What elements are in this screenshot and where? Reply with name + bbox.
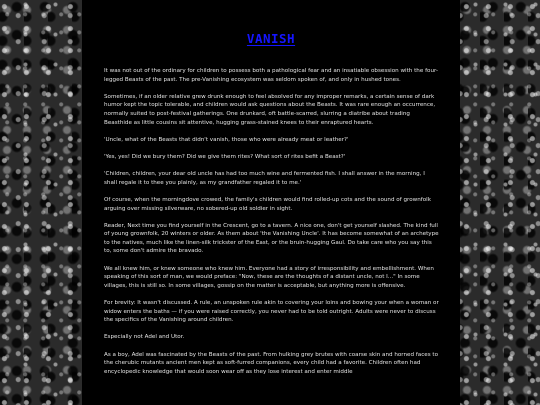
paragraph: As a boy, Adel was fascinated by the Beasts of the past. From hulking grey brutes with coarse skin and horned faces to the cherubic mutants ancient men kept as soft-furred companions, every child had a favorite. Children often had encyclopedic knowledge that would soon wear off as they lose interest and enter middle <box>104 351 439 375</box>
paragraph: Reader, Next time you find yourself in the Crescent, go to a tavern. A nice one, don't get yourself slashed. The kind full of young grownfolk, 20 winters or older. As them about 'the Vanishing Uncle'. It has become somewhat of an archetype to the natives, much like the linen-silk trickster of the East, or the bruin-hugging Gaul. Do take care who you say this to, some don't admire the bravado. <box>104 222 439 255</box>
paragraph: 'Uncle, what of the Beasts that didn't vanish, those who were already meat or leather?' <box>104 136 349 143</box>
paragraph: For brevity: It wasn't discussed. A rule, an unspoken rule akin to covering your loins and bowing your when a woman or widow enters the baths — if you were raised correctly, you never had to be told outright. Adults were never to discuss the specifics of the Vanishing around children. <box>104 300 439 324</box>
content-column <box>82 0 460 405</box>
paragraph: 'Children, children, your dear old uncle has had too much wine and fermented fish. I shall answer in the morning, I shall regale it to thee you plainly, as my grandfather regaled it to me.' <box>104 171 425 186</box>
paragraph: Especially not Adel and Utor. <box>104 334 185 341</box>
paragraph: Sometimes, if an older relative grew drunk enough to feel absolved for any improper remarks, a certain sense of dark humor kept the topic tolerable, and children would ask questions about the Beasts. It was rare enough an occurrence, normally suited to post-festival gatherings. One drunkard, oft battle-scarred, slurring a diatribe about trading Beasthide as little cousins sit attentive, hugging grass-stained knees to their enraptured hearts. <box>104 93 436 126</box>
story-text <box>104 67 439 385</box>
paragraph: 'Yes, yes! Did we bury them? Did we give them rites? What sort of rites befit a Beast?' <box>104 153 346 160</box>
paragraph: It was not out of the ordinary for children to possess both a pathological fear and an insatiable obsession with the four-legged Beasts of the past. The pre-Vanishing ecosystem was seldom spoken of, and only in hushed tones. <box>104 68 438 83</box>
paragraph: We all knew him, or knew someone who knew him. Everyone had a story of irresponsibility and embellishment. When speaking of this sort of man, we would preface: "Now, these are the thoughts of a distant uncle, not I..." In some villages, this is still so. In some villages, gossip on the matter is acceptable, but anything more is offensive. <box>104 265 434 289</box>
paragraph: Of course, when the morningdove crowed, the family's children would find rolled-up cots and the sound of grownfolk arguing over missing silverware, no sobered-up old soldier in sight. <box>104 196 431 212</box>
page-title[interactable]: VANISH <box>246 31 296 46</box>
